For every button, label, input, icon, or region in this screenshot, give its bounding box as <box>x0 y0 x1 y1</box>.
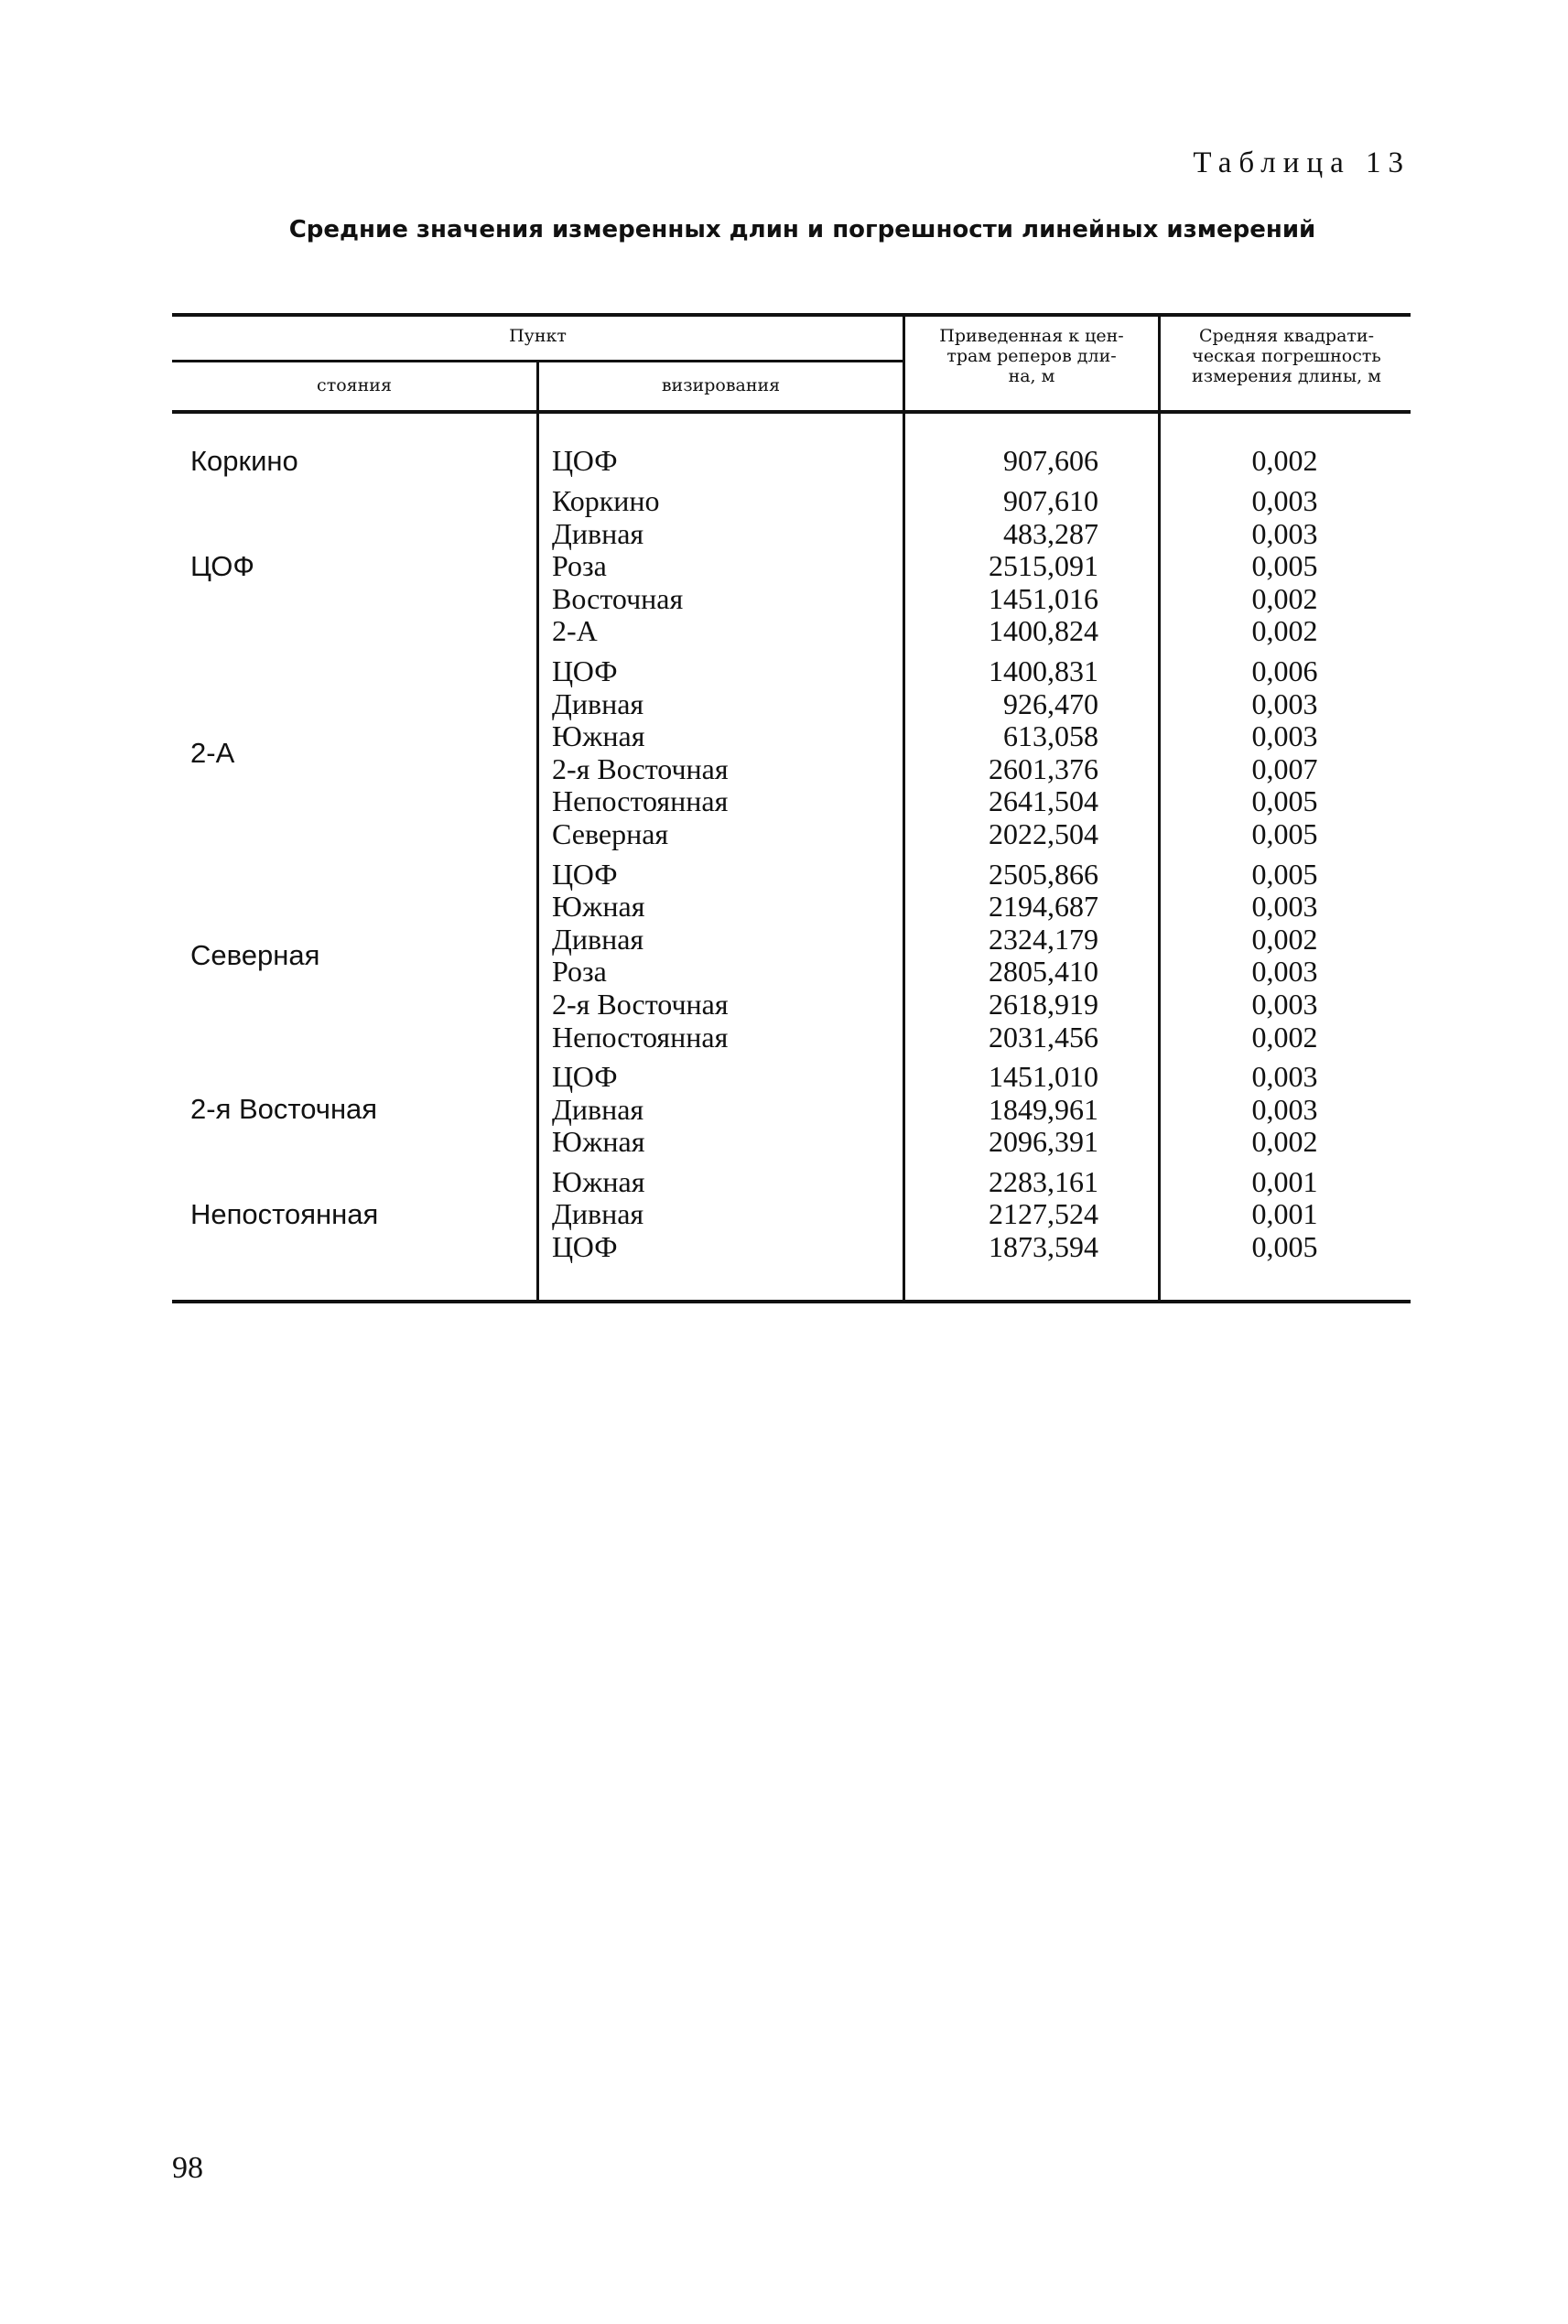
reduced-length: 907,610 <box>1003 484 1098 517</box>
table-row <box>537 989 1411 1021</box>
sighting-point: ЦОФ <box>552 857 618 891</box>
table-row <box>537 445 1411 478</box>
reduced-length: 2641,504 <box>989 784 1098 818</box>
sighting-point: Роза <box>552 955 607 989</box>
sighting-rows <box>537 485 1411 648</box>
sighting-point: Роза <box>552 549 607 583</box>
sighting-point: Северная <box>552 816 669 850</box>
station-group <box>172 445 1411 478</box>
sighting-rows <box>537 1166 1411 1264</box>
table-row <box>537 956 1411 989</box>
station-group <box>172 859 1411 1054</box>
rms-error: 0,003 <box>1251 686 1318 720</box>
table-row <box>537 1231 1411 1264</box>
sighting-point: ЦОФ <box>552 654 618 687</box>
sighting-point: ЦОФ <box>552 1230 618 1264</box>
sighting-point: 2-А <box>552 614 598 648</box>
table-row <box>537 753 1411 786</box>
reduced-length: 1400,824 <box>989 614 1098 648</box>
header-length-line: Приведенная к цен- <box>939 326 1124 346</box>
page-number: 98 <box>172 2151 203 2185</box>
rms-error: 0,006 <box>1251 654 1318 687</box>
rms-error: 0,003 <box>1251 1092 1318 1126</box>
rms-error: 0,003 <box>1251 955 1318 989</box>
rms-error: 0,001 <box>1251 1164 1318 1198</box>
table-row <box>537 1094 1411 1127</box>
header-point: Пункт <box>509 326 567 346</box>
reduced-length: 2601,376 <box>989 751 1098 785</box>
table-body <box>172 412 1411 1264</box>
table-row <box>537 485 1411 518</box>
rms-error: 0,002 <box>1251 614 1318 648</box>
table-title: Средние значения измеренных длин и погрешности линейных измерений <box>288 216 1316 243</box>
table-row <box>537 1021 1411 1054</box>
reduced-length: 2283,161 <box>989 1164 1098 1198</box>
header-length <box>908 326 1155 386</box>
reduced-length: 1873,594 <box>989 1230 1098 1264</box>
reduced-length: 2031,456 <box>989 1020 1098 1054</box>
rms-error: 0,003 <box>1251 516 1318 550</box>
sighting-point: Дивная <box>552 922 644 956</box>
sighting-rows <box>537 445 1411 478</box>
sighting-point: ЦОФ <box>552 1060 618 1094</box>
rms-error: 0,005 <box>1251 816 1318 850</box>
rms-error: 0,002 <box>1251 581 1318 615</box>
table-row <box>537 615 1411 648</box>
rms-error: 0,003 <box>1251 1060 1318 1094</box>
table-row <box>537 891 1411 924</box>
sighting-point: Восточная <box>552 581 684 615</box>
reduced-length: 2805,410 <box>989 955 1098 989</box>
station-name: ЦОФ <box>190 549 254 582</box>
sighting-point: Дивная <box>552 1197 644 1231</box>
sighting-point: 2-я Восточная <box>552 751 729 785</box>
reduced-length: 2127,524 <box>989 1197 1098 1231</box>
reduced-length: 1400,831 <box>989 654 1098 687</box>
table-row <box>537 550 1411 583</box>
sighting-point: ЦОФ <box>552 444 618 477</box>
rms-error: 0,005 <box>1251 1230 1318 1264</box>
sighting-point: Южная <box>552 1125 645 1159</box>
sighting-point: Непостоянная <box>552 1020 729 1054</box>
rms-error: 0,002 <box>1251 1125 1318 1159</box>
table-row <box>537 518 1411 551</box>
reduced-length: 2022,504 <box>989 816 1098 850</box>
reduced-length: 2096,391 <box>989 1125 1098 1159</box>
station-group <box>172 485 1411 648</box>
station-name: Северная <box>190 939 320 972</box>
reduced-length: 1451,016 <box>989 581 1098 615</box>
station-name: Непостоянная <box>190 1198 379 1231</box>
reduced-length: 1451,010 <box>989 1060 1098 1094</box>
table-bottom-rule <box>172 1300 1411 1303</box>
table-row <box>537 818 1411 851</box>
station-group <box>172 1166 1411 1264</box>
reduced-length: 2324,179 <box>989 922 1098 956</box>
station-group <box>172 655 1411 851</box>
sighting-rows <box>537 859 1411 1054</box>
rms-error: 0,007 <box>1251 751 1318 785</box>
sighting-point: Дивная <box>552 686 644 720</box>
header-error <box>1162 326 1411 386</box>
table-label: Таблица 13 <box>1193 146 1411 179</box>
table-row <box>537 859 1411 892</box>
station-name: Коркино <box>190 445 298 477</box>
reduced-length: 483,287 <box>1003 516 1098 550</box>
rms-error: 0,005 <box>1251 857 1318 891</box>
table-row <box>537 655 1411 688</box>
table-row <box>537 924 1411 957</box>
table-row <box>537 583 1411 616</box>
reduced-length: 1849,961 <box>989 1092 1098 1126</box>
rms-error: 0,003 <box>1251 719 1318 753</box>
station-group <box>172 1061 1411 1159</box>
rms-error: 0,005 <box>1251 549 1318 583</box>
sighting-point: Дивная <box>552 1092 644 1126</box>
header-station: стояния <box>317 375 392 395</box>
sighting-point: Коркино <box>552 484 660 517</box>
header-error-line: Средняя квадрати- <box>1198 326 1374 346</box>
table-row <box>537 1166 1411 1199</box>
reduced-length: 2505,866 <box>989 857 1098 891</box>
reduced-length: 2618,919 <box>989 987 1098 1021</box>
table-row <box>537 1061 1411 1094</box>
reduced-length: 2194,687 <box>989 890 1098 924</box>
rms-error: 0,002 <box>1251 444 1318 477</box>
table-row <box>537 688 1411 721</box>
station-name: 2-А <box>190 736 235 769</box>
rms-error: 0,003 <box>1251 890 1318 924</box>
rms-error: 0,005 <box>1251 784 1318 818</box>
table-top-rule <box>172 313 1411 317</box>
rms-error: 0,002 <box>1251 1020 1318 1054</box>
sighting-point: Непостоянная <box>552 784 729 818</box>
reduced-length: 2515,091 <box>989 549 1098 583</box>
header-error-line: измерения длины, м <box>1192 366 1381 386</box>
table-row <box>537 1126 1411 1159</box>
sighting-rows <box>537 655 1411 851</box>
rms-error: 0,003 <box>1251 484 1318 517</box>
header-length-line: на, м <box>1008 366 1055 386</box>
sighting-point: Южная <box>552 1164 645 1198</box>
rms-error: 0,003 <box>1251 987 1318 1021</box>
sighting-point: 2-я Восточная <box>552 987 729 1021</box>
sighting-rows <box>537 1061 1411 1159</box>
station-name: 2-я Восточная <box>190 1093 378 1126</box>
sighting-point: Южная <box>552 719 645 753</box>
reduced-length: 926,470 <box>1003 686 1098 720</box>
sighting-point: Южная <box>552 890 645 924</box>
table-row <box>537 785 1411 818</box>
table-row <box>537 720 1411 753</box>
header-sighting: визирования <box>661 375 781 395</box>
rms-error: 0,001 <box>1251 1197 1318 1231</box>
sighting-point: Дивная <box>552 516 644 550</box>
table-row <box>537 1198 1411 1231</box>
rms-error: 0,002 <box>1251 922 1318 956</box>
header-error-line: ческая погрешность <box>1192 346 1381 366</box>
reduced-length: 613,058 <box>1003 719 1098 753</box>
reduced-length: 907,606 <box>1003 444 1098 477</box>
header-length-line: трам реперов дли- <box>946 346 1117 366</box>
